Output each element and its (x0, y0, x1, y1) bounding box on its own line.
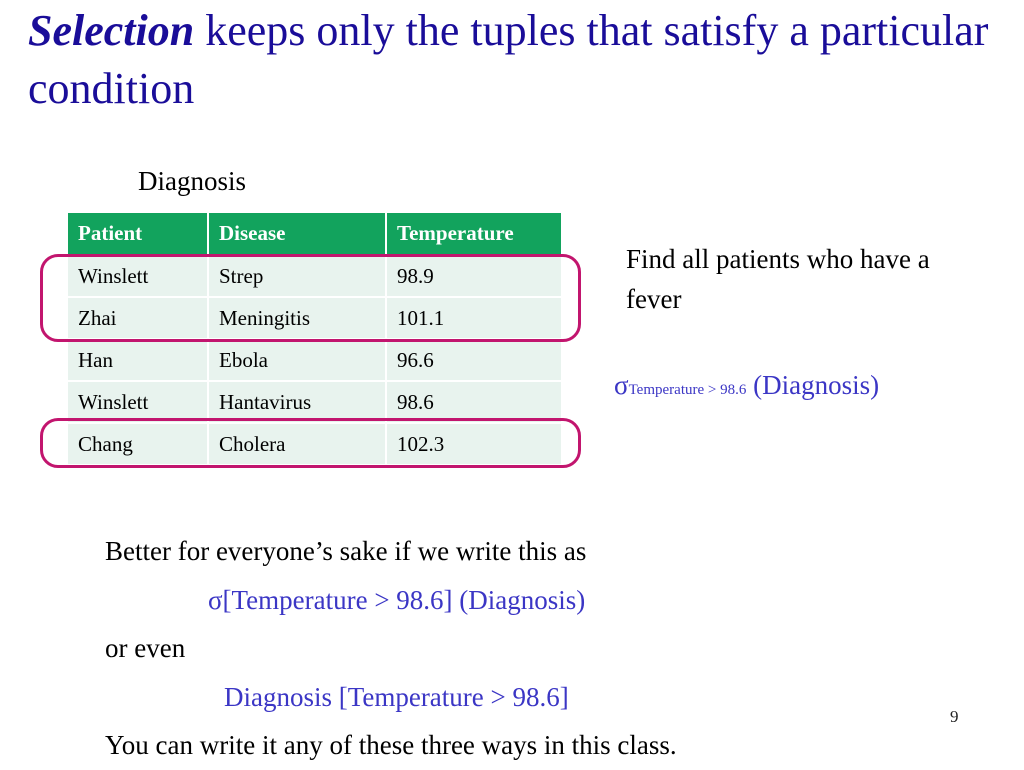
highlight-box-fever-rows (40, 254, 581, 342)
table-header-row (68, 213, 562, 255)
cell-patient: Han (68, 339, 208, 381)
selection-condition: Temperature > 98.6 (628, 382, 747, 398)
title-emphasis: Selection (28, 6, 195, 55)
column-header-temperature: Temperature (386, 213, 562, 255)
selection-expression (614, 367, 879, 408)
notes-alt-postfix-form: Diagnosis [Temperature > 98.6] (224, 681, 569, 712)
cell-disease: Hantavirus (208, 381, 386, 423)
cell-temperature: 98.9 (386, 255, 562, 297)
cell-disease: Strep (208, 255, 386, 297)
column-header-patient: Patient (68, 213, 208, 255)
page-number: 9 (950, 707, 959, 726)
task-statement: Find all patients who have a fever (626, 244, 930, 314)
cell-patient: Winslett (68, 381, 208, 423)
cell-temperature: 98.6 (386, 381, 562, 423)
cell-temperature: 96.6 (386, 339, 562, 381)
notes-closing: You can write it any of these three ways in this class. (105, 730, 677, 760)
selection-relation: (Diagnosis) (746, 370, 880, 400)
notes-block (105, 527, 985, 770)
cell-patient: Chang (68, 423, 208, 465)
cell-patient: Zhai (68, 297, 208, 339)
table-row (68, 381, 562, 423)
sigma-symbol: σ (614, 370, 629, 400)
notes-intro: Better for everyone’s sake if we write this as (105, 536, 587, 566)
cell-disease: Ebola (208, 339, 386, 381)
notes-or-even: or even (105, 633, 186, 663)
table-row (68, 339, 562, 381)
cell-disease: Meningitis (208, 297, 386, 339)
cell-disease: Cholera (208, 423, 386, 465)
cell-temperature: 102.3 (386, 423, 562, 465)
slide-title (28, 2, 1008, 118)
notes-alt-bracket-form: σ[Temperature > 98.6] (Diagnosis) (208, 584, 586, 615)
cell-temperature: 101.1 (386, 297, 562, 339)
table-caption: Diagnosis (138, 166, 246, 196)
column-header-disease: Disease (208, 213, 386, 255)
title-rest: keeps only the tuples that satisfy a particular condition (28, 6, 989, 113)
cell-patient: Winslett (68, 255, 208, 297)
highlight-box-fever-row (40, 418, 581, 468)
